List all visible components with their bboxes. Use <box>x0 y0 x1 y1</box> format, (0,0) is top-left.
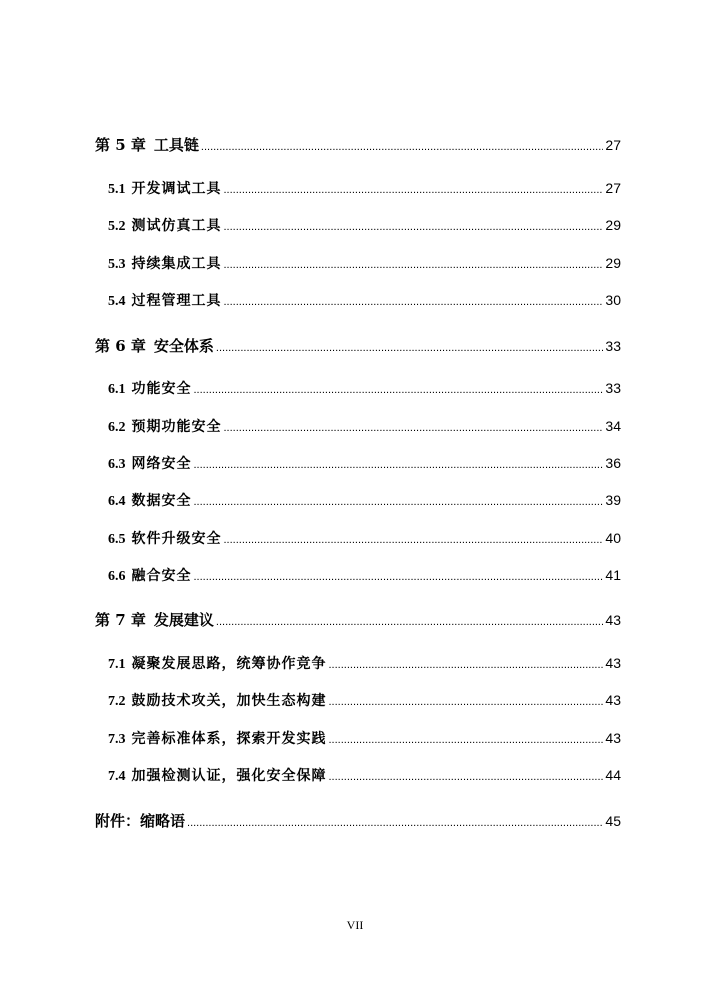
section-number: 6.2 <box>108 420 126 435</box>
dot-leader <box>194 571 604 583</box>
chapter-title: 安全体系 <box>153 337 214 355</box>
toc-entry-7-3[interactable] <box>0 728 710 750</box>
dot-leader <box>224 221 604 233</box>
page-number: 27 <box>605 137 621 153</box>
section-title: 完善标准体系，探索开发实践 <box>131 731 327 747</box>
section-number: 7.3 <box>108 732 126 747</box>
section-number: 6.4 <box>108 494 126 509</box>
section-number: 5.2 <box>108 219 126 234</box>
toc-entry-5-3[interactable] <box>0 253 710 275</box>
section-number: 7.1 <box>108 657 126 672</box>
toc-entry-6-5[interactable] <box>0 528 710 550</box>
section-title: 测试仿真工具 <box>131 218 222 234</box>
section-title: 鼓励技术攻关，加快生态构建 <box>131 693 327 709</box>
section-number: 6.1 <box>108 382 126 397</box>
dot-leader <box>329 771 604 783</box>
section-title: 持续集成工具 <box>131 256 222 272</box>
dot-leader <box>194 496 604 508</box>
toc-entry-5-4[interactable] <box>0 290 710 312</box>
dot-leader <box>329 734 604 746</box>
dot-leader <box>224 184 604 196</box>
dot-leader <box>224 534 604 546</box>
chapter-number: 第 6 章 <box>95 337 146 355</box>
page-number: 40 <box>605 530 621 546</box>
toc-entry-7-2[interactable] <box>0 690 710 712</box>
section-number: 5.4 <box>108 294 126 309</box>
section-title: 软件升级安全 <box>131 531 222 547</box>
toc-entry-5-2[interactable] <box>0 215 710 237</box>
dot-leader <box>216 342 604 354</box>
chapter-title: 工具链 <box>153 136 199 154</box>
page-number: 43 <box>605 730 621 746</box>
section-number: 7.2 <box>108 694 126 709</box>
toc-entry-6-4[interactable] <box>0 490 710 512</box>
dot-leader <box>194 459 604 471</box>
chapter-number: 第 7 章 <box>95 611 146 629</box>
dot-leader <box>329 659 604 671</box>
page-number: 44 <box>605 767 621 783</box>
section-number: 6.3 <box>108 457 126 472</box>
toc-entry-appendix[interactable] <box>0 810 710 832</box>
toc-entry-6-3[interactable] <box>0 453 710 475</box>
toc-entry-7-1[interactable] <box>0 653 710 675</box>
section-title: 数据安全 <box>131 493 192 509</box>
section-title: 网络安全 <box>131 456 192 472</box>
dot-leader <box>187 817 603 829</box>
toc-entry-5-1[interactable] <box>0 178 710 200</box>
section-number: 7.4 <box>108 769 126 784</box>
dot-leader <box>224 422 604 434</box>
section-title: 凝聚发展思路，统筹协作竞争 <box>131 656 327 672</box>
toc-entry-chapter-7[interactable] <box>0 609 710 631</box>
toc-entry-chapter-6[interactable] <box>0 335 710 357</box>
section-title: 预期功能安全 <box>131 419 222 435</box>
section-number: 6.6 <box>108 569 126 584</box>
page-number: 33 <box>605 338 621 354</box>
section-number: 6.5 <box>108 532 126 547</box>
toc-entry-6-6[interactable] <box>0 565 710 587</box>
toc-entry-7-4[interactable] <box>0 765 710 787</box>
section-number: 5.1 <box>108 182 126 197</box>
page-number: 33 <box>605 380 621 396</box>
page-number: 34 <box>605 418 621 434</box>
page-number: 30 <box>605 292 621 308</box>
dot-leader <box>194 384 604 396</box>
appendix-title: 附件：缩略语 <box>95 812 186 830</box>
chapter-title: 发展建议 <box>153 611 214 629</box>
section-title: 加强检测认证，强化安全保障 <box>131 768 327 784</box>
page-number: 41 <box>605 567 621 583</box>
page-number: 45 <box>605 813 621 829</box>
section-title: 融合安全 <box>131 568 192 584</box>
page-number: 27 <box>605 180 621 196</box>
toc-entry-6-2[interactable] <box>0 416 710 438</box>
dot-leader <box>216 616 604 628</box>
page-number: 43 <box>605 612 621 628</box>
toc-entry-chapter-5[interactable] <box>0 134 710 156</box>
section-number: 5.3 <box>108 257 126 272</box>
section-title: 过程管理工具 <box>131 293 222 309</box>
page-footer-number: VII <box>346 918 364 932</box>
page-number: 43 <box>605 692 621 708</box>
dot-leader <box>329 696 604 708</box>
dot-leader <box>224 259 604 271</box>
section-title: 功能安全 <box>131 381 192 397</box>
dot-leader <box>224 296 604 308</box>
page-number: 39 <box>605 492 621 508</box>
page-number: 29 <box>605 217 621 233</box>
page-number: 43 <box>605 655 621 671</box>
toc-entry-6-1[interactable] <box>0 378 710 400</box>
section-title: 开发调试工具 <box>131 181 222 197</box>
page-number: 36 <box>605 455 621 471</box>
page-number: 29 <box>605 255 621 271</box>
dot-leader <box>201 141 604 153</box>
chapter-number: 第 5 章 <box>95 136 146 154</box>
